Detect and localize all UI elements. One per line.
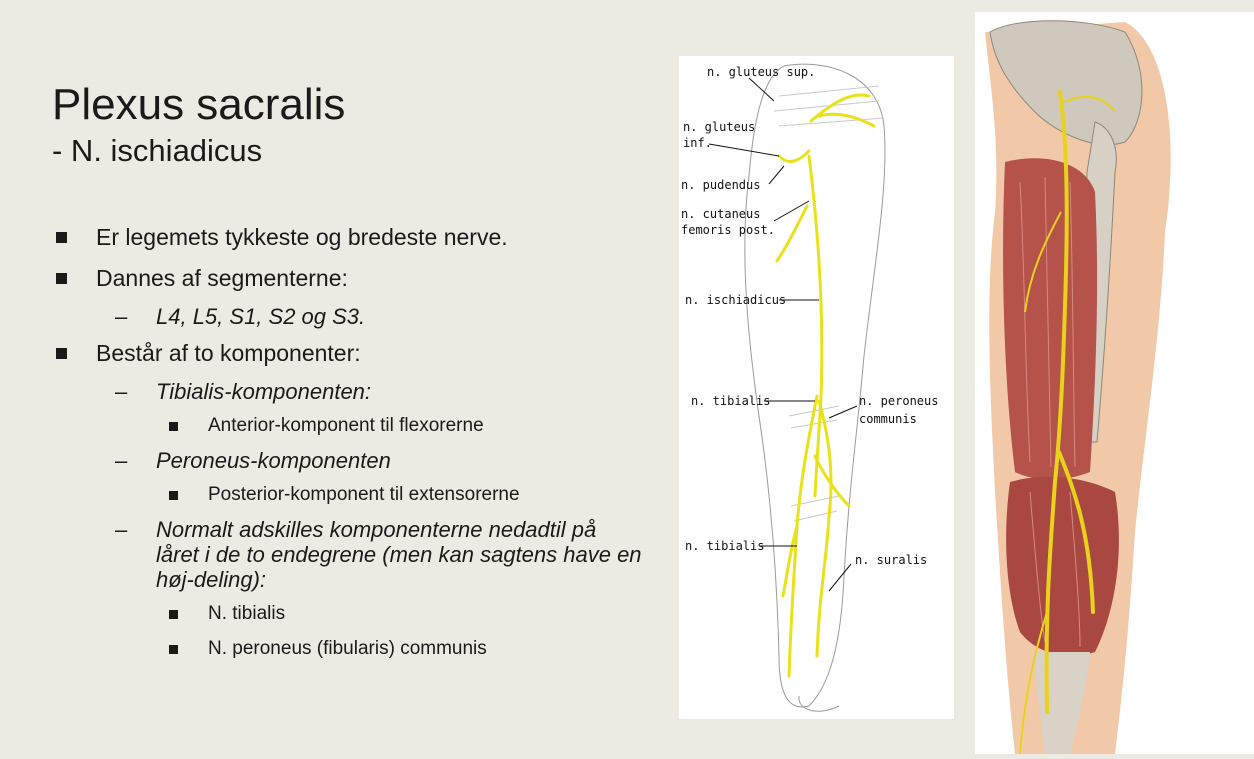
- bullet-level-2: [52, 517, 642, 592]
- bullet-level-3: [52, 636, 642, 662]
- square-bullet-icon: [56, 273, 67, 284]
- label-peroneus-2: communis: [859, 412, 917, 426]
- label-gluteus-sup: n. gluteus sup.: [707, 65, 816, 79]
- bullet-level-3: [52, 413, 642, 439]
- label-tibialis-lower: n. tibialis: [685, 539, 765, 553]
- nerve-diagram: [679, 56, 954, 719]
- title-block: [52, 78, 345, 170]
- square-bullet-icon: [169, 422, 178, 431]
- square-bullet-icon: [169, 610, 178, 619]
- bullet-level-1: [52, 222, 642, 252]
- bullet-text: Normalt adskilles komponenterne nedadtil på låret i de to endegrene (men kan sagtens have en høj-deling):: [156, 517, 642, 592]
- dash-marker: –: [115, 304, 128, 329]
- bullet-text: Anterior-komponent til flexorerne: [208, 415, 484, 436]
- bullet-text: Dannes af segmenterne:: [96, 265, 348, 291]
- leader-lines: [709, 78, 857, 591]
- bullet-text: Er legemets tykkeste og bredeste nerve.: [96, 224, 508, 250]
- nerve-diagram-panel: [679, 56, 954, 719]
- bullet-text: N. peroneus (fibularis) communis: [208, 638, 487, 659]
- bullet-text: Tibialis-komponenten:: [156, 379, 372, 404]
- label-gluteus-inf: n. gluteus: [683, 120, 756, 134]
- bullet-text: Består af to komponenter:: [96, 340, 361, 366]
- bullet-level-2: [52, 304, 642, 329]
- label-suralis: n. suralis: [855, 553, 928, 567]
- anatomy-illustration-panel: [975, 12, 1254, 754]
- bullet-level-3: [52, 482, 642, 508]
- calf-muscles: [1006, 477, 1119, 656]
- bullet-level-2: [52, 448, 642, 473]
- bullet-level-1: [52, 263, 642, 293]
- nerve-paths: [777, 95, 874, 676]
- bullet-level-1: [52, 338, 642, 368]
- bullet-text: Peroneus-komponenten: [156, 448, 391, 473]
- label-peroneus: n. peroneus: [859, 394, 939, 408]
- label-cutaneus-2: femoris post.: [681, 223, 775, 237]
- label-tibialis-upper: n. tibialis: [691, 394, 771, 408]
- label-pudendus: n. pudendus: [681, 178, 761, 192]
- bullet-level-3: [52, 601, 642, 627]
- dash-marker: –: [115, 379, 128, 404]
- dash-marker: –: [115, 517, 128, 542]
- label-gluteus-inf-2: inf.: [683, 136, 712, 150]
- anatomy-illustration: [975, 12, 1254, 754]
- bullet-text: Posterior-komponent til extensorerne: [208, 484, 520, 505]
- bullet-list: [52, 222, 642, 671]
- square-bullet-icon: [56, 348, 67, 359]
- label-cutaneus: n. cutaneus: [681, 207, 761, 221]
- square-bullet-icon: [169, 491, 178, 500]
- bullet-text: N. tibialis: [208, 603, 286, 624]
- leg-outline: [745, 64, 885, 711]
- slide-title: Plexus sacralis: [52, 80, 346, 129]
- square-bullet-icon: [169, 645, 178, 654]
- bullet-text: L4, L5, S1, S2 og S3.: [156, 304, 366, 329]
- slide-subtitle: - N. ischiadicus: [52, 133, 263, 168]
- dash-marker: –: [115, 448, 128, 473]
- label-ischiadicus: n. ischiadicus: [685, 293, 787, 307]
- square-bullet-icon: [56, 232, 67, 243]
- bullet-level-2: [52, 379, 642, 404]
